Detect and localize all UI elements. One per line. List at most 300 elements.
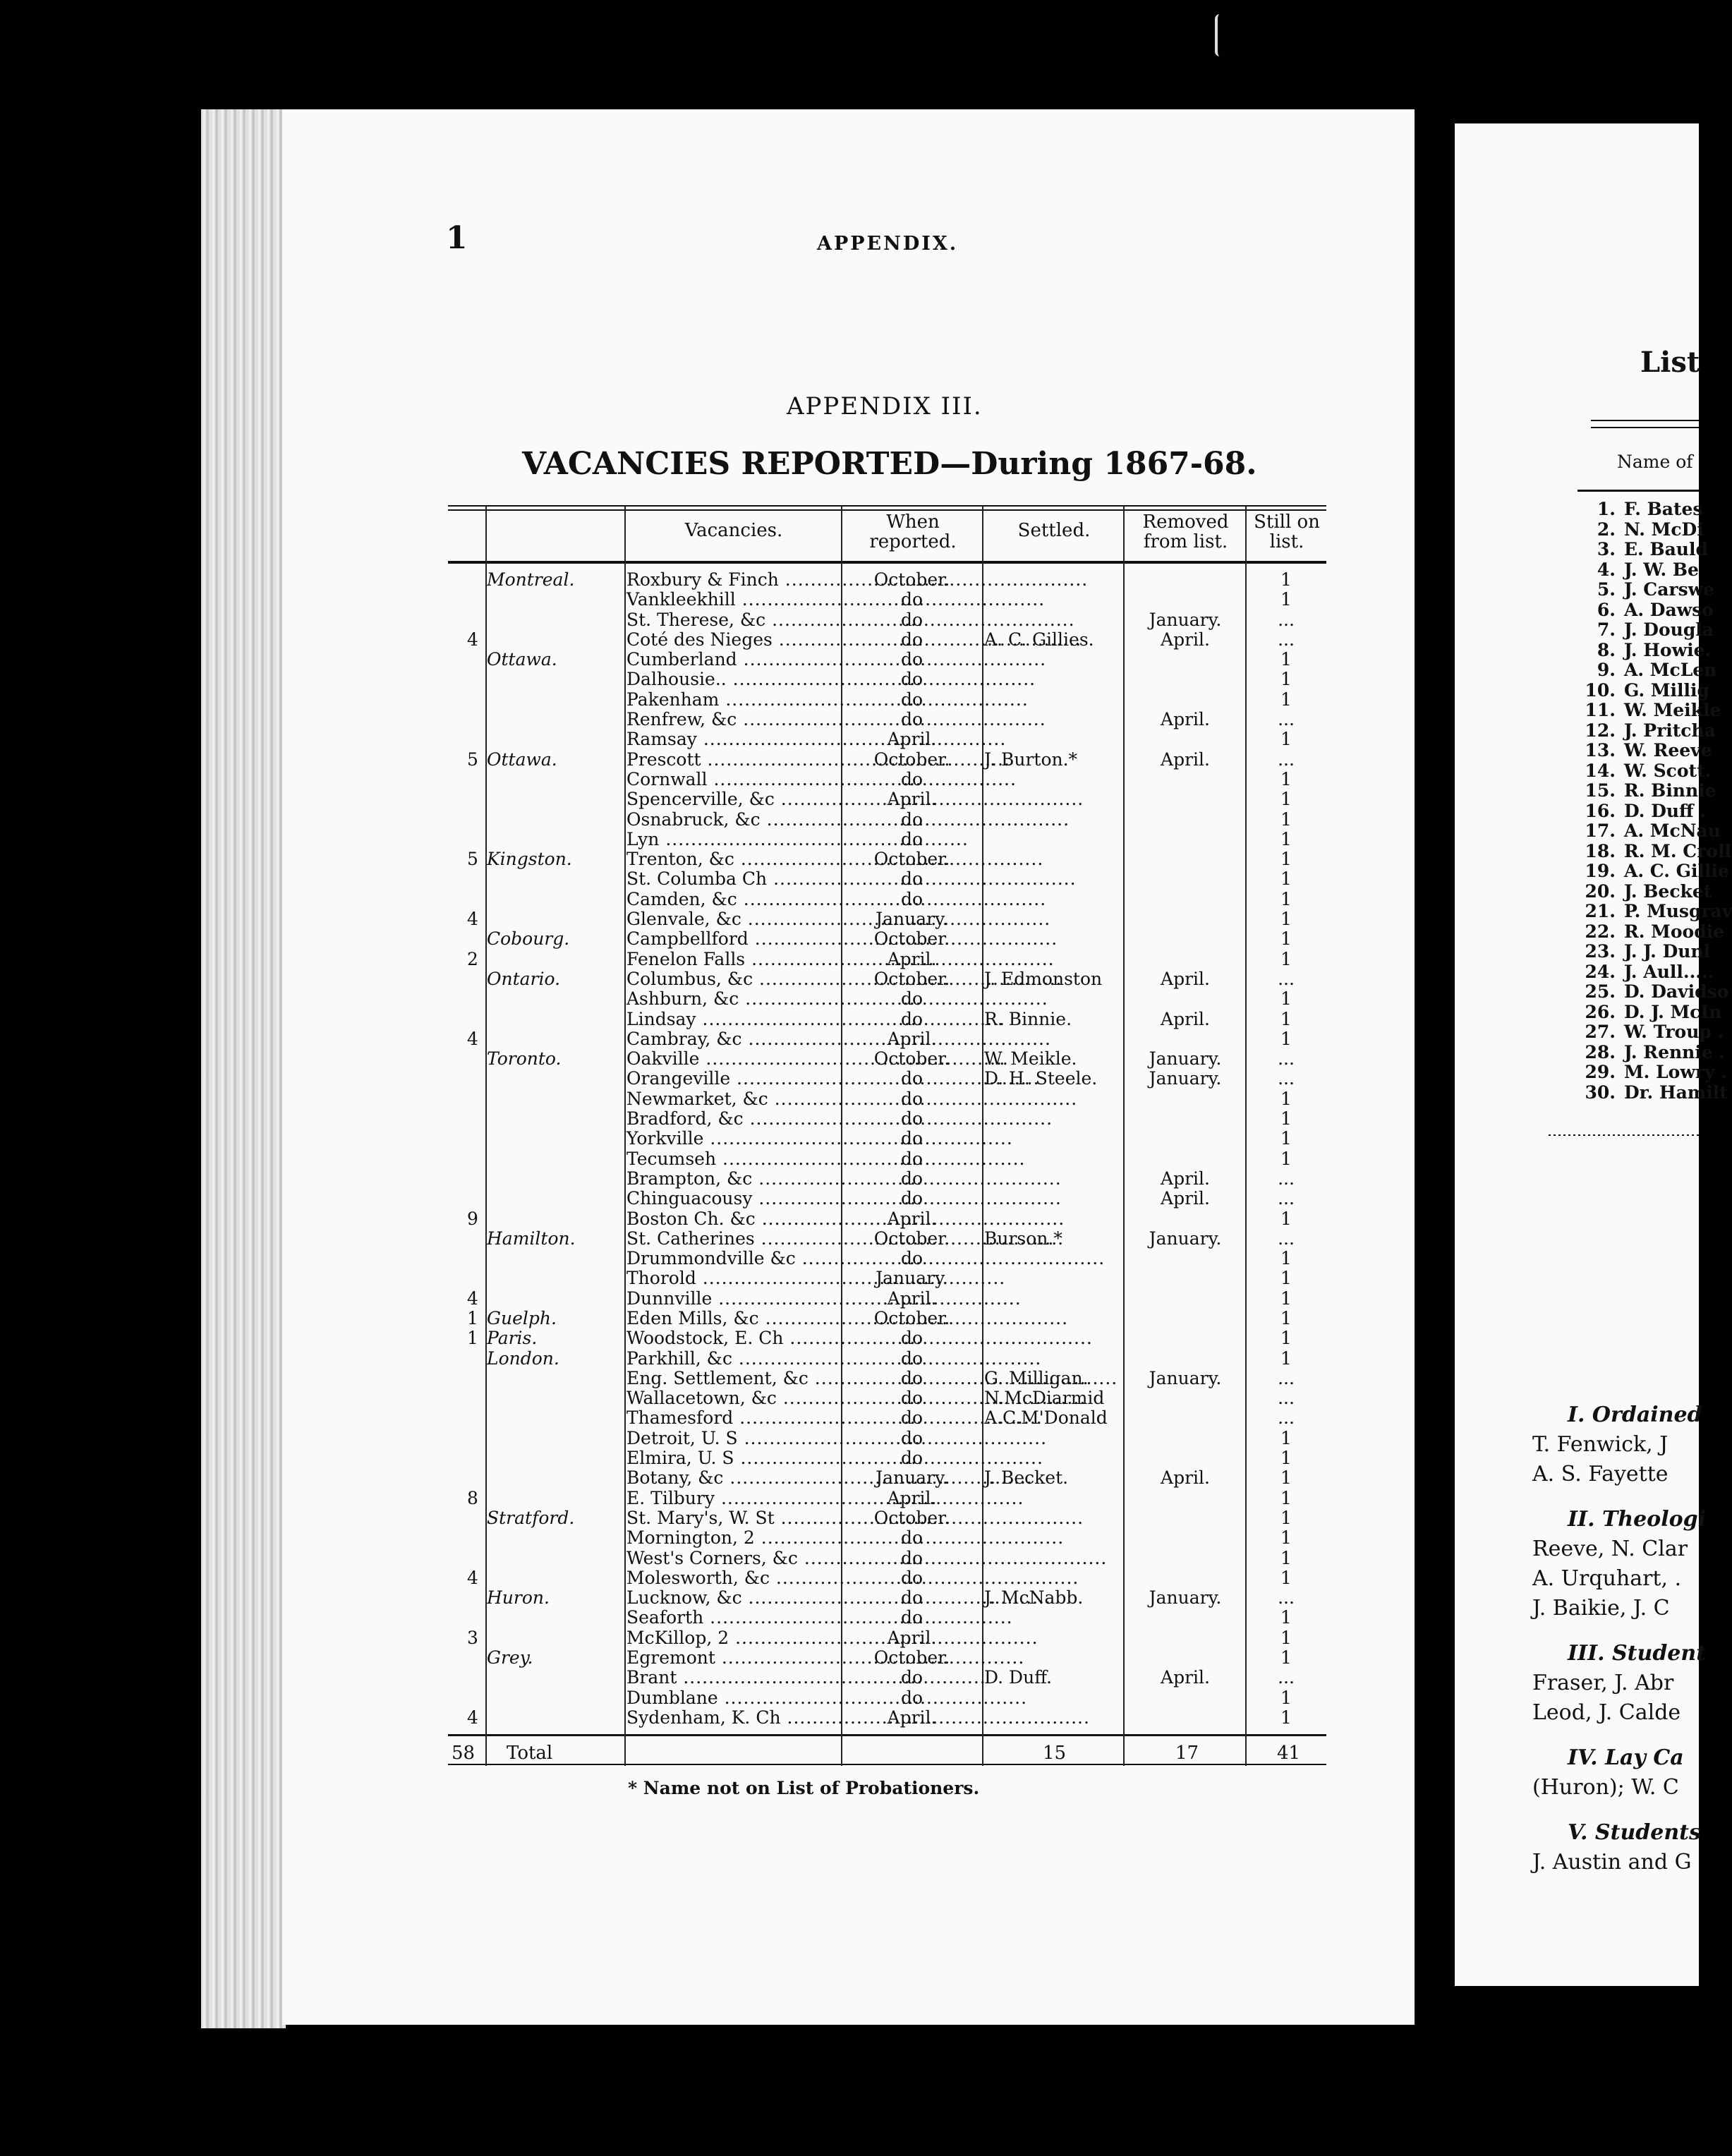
row-presbytery: Ottawa. — [487, 749, 557, 770]
row-presbytery: Guelph. — [487, 1307, 557, 1328]
row-still-on-list: ... — [1278, 629, 1295, 650]
row-vacancy: Spencerville, &c ..... — [626, 789, 838, 809]
note-line: III. Student — [1568, 1641, 1707, 1666]
row-vacancy: St. Therese, &c ..... — [626, 610, 838, 630]
row-still-on-list: 1 — [1280, 988, 1292, 1010]
row-still-on-list: 1 — [1280, 1647, 1292, 1669]
row-count: 4 — [467, 1707, 478, 1728]
main-title: VACANCIES REPORTED—During 1867-68. — [522, 446, 1257, 482]
row-still-on-list: 1 — [1280, 1108, 1292, 1130]
row-removed: January. — [1149, 1367, 1222, 1388]
list-item-number: 3. — [1597, 539, 1616, 559]
row-when-reported: January. — [876, 1467, 948, 1489]
row-still-on-list: ... — [1278, 709, 1295, 730]
row-removed: April. — [1161, 1168, 1210, 1189]
table-row — [0, 1189, 1699, 1209]
row-still-on-list: 1 — [1280, 1467, 1292, 1489]
list-item-number: 2. — [1597, 519, 1616, 540]
row-removed: January. — [1149, 1228, 1222, 1249]
list-item-name: F. Bates — [1624, 499, 1703, 519]
row-when-reported: October. — [873, 569, 950, 590]
table-row — [0, 1648, 1699, 1668]
row-still-on-list: 1 — [1280, 1487, 1292, 1508]
row-vacancy: Parkhill, &c ..... — [626, 1349, 838, 1369]
list-item-number: 4. — [1597, 559, 1616, 580]
total-bottom-rule — [448, 1764, 1326, 1765]
row-vacancy: Cumberland ..... — [626, 650, 838, 670]
list-item-number: 16. — [1585, 800, 1616, 821]
row-still-on-list: 1 — [1280, 1307, 1292, 1328]
list-item — [1573, 942, 1732, 962]
header-still-on-list: Still on list. — [1254, 511, 1320, 552]
row-removed: April. — [1161, 968, 1210, 989]
row-when-reported: do — [900, 1448, 923, 1469]
total-removed: 17 — [1175, 1743, 1199, 1764]
row-when-reported: do — [900, 1128, 923, 1149]
list-item-number: 14. — [1585, 760, 1616, 781]
table-top-rule-2 — [448, 509, 1326, 511]
list-item-name: R. Moodie — [1624, 921, 1725, 942]
table-row — [0, 890, 1699, 909]
list-item-name: J. Dougla — [1624, 619, 1714, 640]
header-removed: Removed from list. — [1142, 511, 1229, 552]
row-settled: A.C.M'Donald — [984, 1407, 1108, 1429]
list-item — [1573, 660, 1732, 681]
row-still-on-list: 1 — [1280, 669, 1292, 690]
row-vacancy: Brampton, &c ..... — [626, 1169, 838, 1189]
right-dotted-rule — [1549, 1134, 1699, 1136]
row-still-on-list: ... — [1278, 968, 1295, 989]
row-presbytery: Kingston. — [487, 849, 572, 870]
list-item — [1573, 701, 1732, 721]
list-item-name: W. Troup . — [1624, 1022, 1724, 1042]
total-label: Total — [507, 1743, 553, 1764]
row-still-on-list: 1 — [1280, 1268, 1292, 1289]
row-when-reported: October. — [873, 849, 950, 870]
list-item-number: 29. — [1585, 1062, 1616, 1082]
row-removed: January. — [1149, 1068, 1222, 1089]
right-page-title: List — [1640, 346, 1700, 379]
row-still-on-list: 1 — [1280, 1607, 1292, 1628]
row-removed: April. — [1161, 1467, 1210, 1489]
row-when-reported: October. — [873, 1228, 950, 1249]
row-presbytery: Toronto. — [487, 1048, 562, 1070]
row-when-reported: do — [900, 1527, 923, 1549]
row-settled: R. Binnie. — [984, 1008, 1072, 1029]
list-item-name: W. Reeve — [1624, 740, 1712, 761]
row-when-reported: do — [900, 1427, 923, 1448]
row-vacancy: Molesworth, &c ..... — [626, 1568, 838, 1588]
list-item — [1573, 540, 1732, 560]
total-still: 41 — [1277, 1743, 1301, 1764]
row-count: 1 — [467, 1328, 478, 1349]
row-when-reported: April. — [887, 1028, 937, 1049]
table-row — [0, 1069, 1699, 1089]
header-when-reported: When reported. — [869, 511, 957, 552]
row-count: 4 — [467, 1288, 478, 1309]
list-item-name: J. J. Dunl — [1624, 941, 1711, 962]
list-item-number: 8. — [1597, 639, 1616, 660]
right-notes — [1532, 1400, 1706, 1877]
row-when-reported: do — [900, 1607, 923, 1628]
list-item — [1573, 600, 1732, 621]
row-still-on-list: 1 — [1280, 768, 1292, 789]
running-head: APPENDIX. — [817, 233, 959, 255]
table-row — [0, 1489, 1699, 1508]
table-row — [0, 690, 1699, 710]
note-line: Fraser, J. Abr — [1532, 1671, 1674, 1695]
row-still-on-list: 1 — [1280, 689, 1292, 710]
row-still-on-list: ... — [1278, 749, 1295, 770]
row-when-reported: do — [900, 629, 923, 650]
list-item-number: 20. — [1585, 880, 1616, 902]
appendix-title: APPENDIX III. — [787, 392, 983, 420]
table-row — [0, 1289, 1699, 1309]
row-presbytery: Ottawa. — [487, 649, 557, 670]
row-still-on-list: 1 — [1280, 928, 1292, 950]
row-when-reported: do — [900, 649, 923, 670]
row-when-reported: January. — [876, 1268, 948, 1289]
row-vacancy: Woodstock, E. Ch ..... — [626, 1328, 838, 1348]
row-presbytery: Hamilton. — [487, 1228, 576, 1249]
table-row — [0, 1468, 1699, 1488]
row-still-on-list: 1 — [1280, 1208, 1292, 1229]
row-still-on-list: 1 — [1280, 849, 1292, 870]
row-settled: D. Duff. — [984, 1667, 1053, 1688]
list-item-name: J. Carswe — [1624, 579, 1715, 600]
list-item-number: 30. — [1585, 1082, 1616, 1103]
table-row — [0, 869, 1699, 889]
row-settled: J. Becket. — [984, 1467, 1069, 1489]
row-when-reported: do — [900, 1248, 923, 1269]
row-count: 9 — [467, 1208, 478, 1229]
list-item-number: 1. — [1597, 499, 1616, 519]
note-line: J. Austin and G — [1532, 1850, 1692, 1875]
row-still-on-list: 1 — [1280, 1008, 1292, 1029]
row-still-on-list: ... — [1278, 1068, 1295, 1089]
table-row — [0, 1029, 1699, 1049]
list-item-number: 10. — [1585, 679, 1616, 701]
table-row — [0, 1268, 1699, 1288]
row-when-reported: April. — [887, 1487, 937, 1508]
list-item-name: P. Musgrav — [1624, 901, 1732, 921]
row-settled: N.McDiarmid — [984, 1388, 1105, 1409]
table-row — [0, 1229, 1699, 1249]
row-count: 1 — [467, 1307, 478, 1328]
row-when-reported: do — [900, 609, 923, 630]
row-vacancy: Prescott ..... — [626, 750, 838, 770]
row-vacancy: Dalhousie.. ..... — [626, 670, 838, 689]
row-still-on-list: ... — [1278, 1667, 1295, 1688]
row-when-reported: do — [900, 1587, 923, 1609]
list-item-number: 19. — [1585, 861, 1616, 881]
row-vacancy: Eden Mills, &c ..... — [626, 1309, 838, 1328]
table-row — [0, 1508, 1699, 1528]
row-vacancy: Bradford, &c ..... — [626, 1109, 838, 1129]
table-row — [0, 650, 1699, 670]
list-item-number: 26. — [1585, 1001, 1616, 1022]
list-item — [1573, 1083, 1732, 1103]
list-item — [1573, 922, 1732, 943]
row-when-reported: January. — [876, 909, 948, 930]
row-vacancy: Orangeville ..... — [626, 1069, 838, 1089]
row-still-on-list: 1 — [1280, 789, 1292, 810]
right-rule-2 — [1591, 427, 1699, 428]
row-vacancy: Glenvale, &c ..... — [626, 909, 838, 929]
table-row — [0, 570, 1699, 590]
list-item — [1573, 641, 1732, 661]
list-item-number: 17. — [1585, 820, 1616, 841]
row-still-on-list: ... — [1278, 1388, 1295, 1409]
row-still-on-list: ... — [1278, 1228, 1295, 1249]
row-still-on-list: 1 — [1280, 868, 1292, 890]
row-still-on-list: 1 — [1280, 828, 1292, 849]
row-presbytery: Ontario. — [487, 968, 561, 989]
list-item — [1573, 902, 1732, 922]
table-row — [0, 729, 1699, 749]
note-line: Reeve, N. Clar — [1532, 1537, 1688, 1561]
list-item — [1573, 520, 1732, 540]
row-removed: April. — [1161, 1008, 1210, 1029]
probationer-list — [1573, 499, 1732, 1103]
table-row — [0, 1668, 1699, 1688]
row-when-reported: April. — [887, 789, 937, 810]
row-vacancy: Botany, &c ..... — [626, 1468, 838, 1488]
list-item-name: W. Meikle — [1624, 700, 1721, 720]
list-item — [1573, 1003, 1732, 1023]
row-settled: J. McNabb. — [984, 1587, 1084, 1609]
row-vacancy: Camden, &c ..... — [626, 890, 838, 909]
row-still-on-list: 1 — [1280, 888, 1292, 909]
list-item-name: Dr. Hamilt — [1624, 1082, 1728, 1103]
row-when-reported: do — [900, 1567, 923, 1588]
row-when-reported: October. — [873, 968, 950, 989]
row-vacancy: St. Mary's, W. St ..... — [626, 1508, 838, 1528]
list-item-number: 9. — [1597, 660, 1616, 680]
list-item — [1573, 821, 1732, 842]
list-item-number: 22. — [1585, 921, 1616, 942]
list-item-number: 13. — [1585, 740, 1616, 761]
list-item-name: R. Binnie — [1624, 780, 1716, 801]
list-item — [1573, 882, 1732, 902]
note-line: II. Theologi — [1568, 1507, 1706, 1532]
row-when-reported: do — [900, 1407, 923, 1429]
row-when-reported: April. — [887, 729, 937, 750]
row-when-reported: do — [900, 1008, 923, 1029]
row-vacancy: St. Catherines ..... — [626, 1229, 838, 1249]
row-when-reported: October. — [873, 749, 950, 770]
row-settled: A. C. Gillies. — [984, 629, 1094, 650]
row-when-reported: do — [900, 828, 923, 849]
list-item-number: 12. — [1585, 720, 1616, 741]
row-vacancy: Thamesford ..... — [626, 1408, 838, 1428]
list-item-number: 21. — [1585, 901, 1616, 921]
row-vacancy: Trenton, &c ..... — [626, 849, 838, 869]
right-column-header: Name of — [1617, 452, 1693, 472]
row-vacancy: Lindsay ..... — [626, 1010, 838, 1029]
row-when-reported: do — [900, 868, 923, 890]
row-when-reported: do — [900, 1367, 923, 1388]
row-vacancy: Detroit, U. S ..... — [626, 1429, 838, 1448]
note-line: J. Baikie, J. C — [1532, 1596, 1670, 1621]
row-vacancy: Mornington, 2 ..... — [626, 1528, 838, 1548]
list-item-name: J. Pritcha — [1624, 720, 1716, 741]
table-row — [0, 1010, 1699, 1029]
list-item — [1573, 982, 1732, 1003]
row-presbytery: Grey. — [487, 1647, 533, 1669]
table-row — [0, 710, 1699, 729]
table-row — [0, 630, 1699, 650]
list-item — [1573, 861, 1732, 882]
row-when-reported: do — [900, 1328, 923, 1349]
list-item-name: M. Lowry . — [1624, 1062, 1727, 1082]
row-removed: April. — [1161, 629, 1210, 650]
row-settled: Burson.* — [984, 1228, 1062, 1249]
table-row — [0, 789, 1699, 809]
total-count: 58 — [452, 1743, 476, 1764]
list-item-name: J. Aull..... — [1624, 961, 1714, 982]
table-row — [0, 1309, 1699, 1328]
row-count: 4 — [467, 629, 478, 650]
list-item-name: J. W. Be — [1624, 559, 1699, 580]
row-still-on-list: 1 — [1280, 948, 1292, 969]
row-presbytery: Paris. — [487, 1328, 538, 1349]
table-row — [0, 1369, 1699, 1388]
list-item — [1573, 842, 1732, 862]
row-presbytery: Stratford. — [487, 1507, 575, 1528]
list-item — [1573, 620, 1732, 641]
row-when-reported: do — [900, 1687, 923, 1708]
row-vacancy: Cornwall ..... — [626, 770, 838, 789]
row-count: 4 — [467, 909, 478, 930]
table-row — [0, 1089, 1699, 1109]
note-line: (Huron); W. C — [1532, 1775, 1679, 1800]
row-when-reported: do — [900, 1088, 923, 1109]
row-still-on-list: 1 — [1280, 1567, 1292, 1588]
list-item — [1573, 1043, 1732, 1063]
row-when-reported: April. — [887, 1208, 937, 1229]
table-row — [0, 1448, 1699, 1468]
header-vacancies: Vacancies. — [684, 520, 783, 541]
list-item-name: R. M. Croll — [1624, 840, 1732, 861]
row-still-on-list: ... — [1278, 1048, 1295, 1070]
row-when-reported: do — [900, 1348, 923, 1369]
row-still-on-list: 1 — [1280, 1427, 1292, 1448]
table-row — [0, 1149, 1699, 1169]
list-item-name: D. Duff . — [1624, 800, 1706, 821]
table-row — [0, 1628, 1699, 1648]
note-line: I. Ordained — [1568, 1403, 1702, 1427]
row-vacancy: Campbellford ..... — [626, 929, 838, 949]
page-number: 1 — [446, 220, 468, 256]
list-item — [1573, 962, 1732, 983]
row-still-on-list: 1 — [1280, 1088, 1292, 1109]
row-when-reported: do — [900, 1068, 923, 1089]
note-line: IV. Lay Ca — [1568, 1745, 1684, 1770]
list-item-number: 7. — [1597, 619, 1616, 640]
row-vacancy: St. Columba Ch ..... — [626, 869, 838, 889]
row-presbytery: London. — [487, 1348, 559, 1369]
table-row — [0, 1429, 1699, 1448]
row-vacancy: Renfrew, &c ..... — [626, 710, 838, 729]
list-item-number: 5. — [1597, 579, 1616, 600]
row-settled: J. Edmonston — [984, 968, 1103, 989]
row-vacancy: Fenelon Falls ..... — [626, 950, 838, 969]
row-settled: G. Milligan. — [984, 1367, 1089, 1388]
row-still-on-list: ... — [1278, 609, 1295, 630]
row-still-on-list: 1 — [1280, 1148, 1292, 1169]
table-row — [0, 1549, 1699, 1568]
row-vacancy: Eng. Settlement, &c ..... — [626, 1369, 838, 1388]
table-row — [0, 1129, 1699, 1149]
list-item — [1573, 761, 1732, 782]
list-item-name: A. C. Gillie — [1624, 861, 1729, 881]
row-vacancy: Newmarket, &c ..... — [626, 1089, 838, 1109]
total-settled: 15 — [1043, 1743, 1067, 1764]
row-when-reported: do — [900, 1667, 923, 1688]
note-line: A. Urquhart, . — [1532, 1566, 1682, 1591]
table-row — [0, 849, 1699, 869]
row-still-on-list: 1 — [1280, 1627, 1292, 1648]
list-item-name: A. McNau — [1624, 820, 1721, 841]
list-item-name: D. Davidso — [1624, 981, 1729, 1002]
row-still-on-list: 1 — [1280, 1507, 1292, 1528]
row-removed: April. — [1161, 749, 1210, 770]
footnote: * Name not on List of Probationers. — [628, 1778, 980, 1798]
row-when-reported: October. — [873, 1048, 950, 1070]
table-row — [0, 830, 1699, 849]
table-row — [0, 1408, 1699, 1428]
list-item-name: W. Scott. — [1624, 760, 1712, 781]
list-item — [1573, 560, 1732, 581]
list-item — [1573, 1022, 1732, 1043]
row-vacancy: Cambray, &c ..... — [626, 1029, 838, 1049]
row-settled: W. Meikle. — [984, 1048, 1077, 1070]
row-still-on-list: ... — [1278, 1587, 1295, 1609]
row-vacancy: Drummondville &c ..... — [626, 1249, 838, 1268]
row-when-reported: do — [900, 1108, 923, 1130]
table-row — [0, 950, 1699, 969]
row-vacancy: Egremont ..... — [626, 1648, 838, 1668]
row-still-on-list: 1 — [1280, 1527, 1292, 1549]
note-line: T. Fenwick, J — [1532, 1432, 1669, 1457]
row-when-reported: October. — [873, 1507, 950, 1528]
row-still-on-list: 1 — [1280, 1687, 1292, 1708]
table-row — [0, 1588, 1699, 1608]
row-removed: January. — [1149, 1587, 1222, 1609]
header-bottom-rule — [448, 561, 1326, 564]
row-vacancy: Roxbury & Finch ..... — [626, 570, 838, 590]
row-still-on-list: 1 — [1280, 1028, 1292, 1049]
table-row — [0, 590, 1699, 610]
row-settled: J. Burton.* — [984, 749, 1078, 770]
row-settled: D. H. Steele. — [984, 1068, 1098, 1089]
row-vacancy: Elmira, U. S ..... — [626, 1448, 838, 1468]
row-still-on-list: 1 — [1280, 1547, 1292, 1568]
row-count: 8 — [467, 1487, 478, 1508]
row-still-on-list: 1 — [1280, 1348, 1292, 1369]
table-row — [0, 1328, 1699, 1348]
row-vacancy: Ashburn, &c ..... — [626, 989, 838, 1009]
row-vacancy: Chinguacousy ..... — [626, 1189, 838, 1209]
table-row — [0, 909, 1699, 929]
table-row — [0, 1568, 1699, 1588]
row-vacancy: Coté des Nieges ..... — [626, 630, 838, 650]
row-presbytery: Cobourg. — [487, 928, 570, 950]
row-count: 4 — [467, 1567, 478, 1588]
row-count: 5 — [467, 749, 478, 770]
row-removed: January. — [1149, 1048, 1222, 1070]
